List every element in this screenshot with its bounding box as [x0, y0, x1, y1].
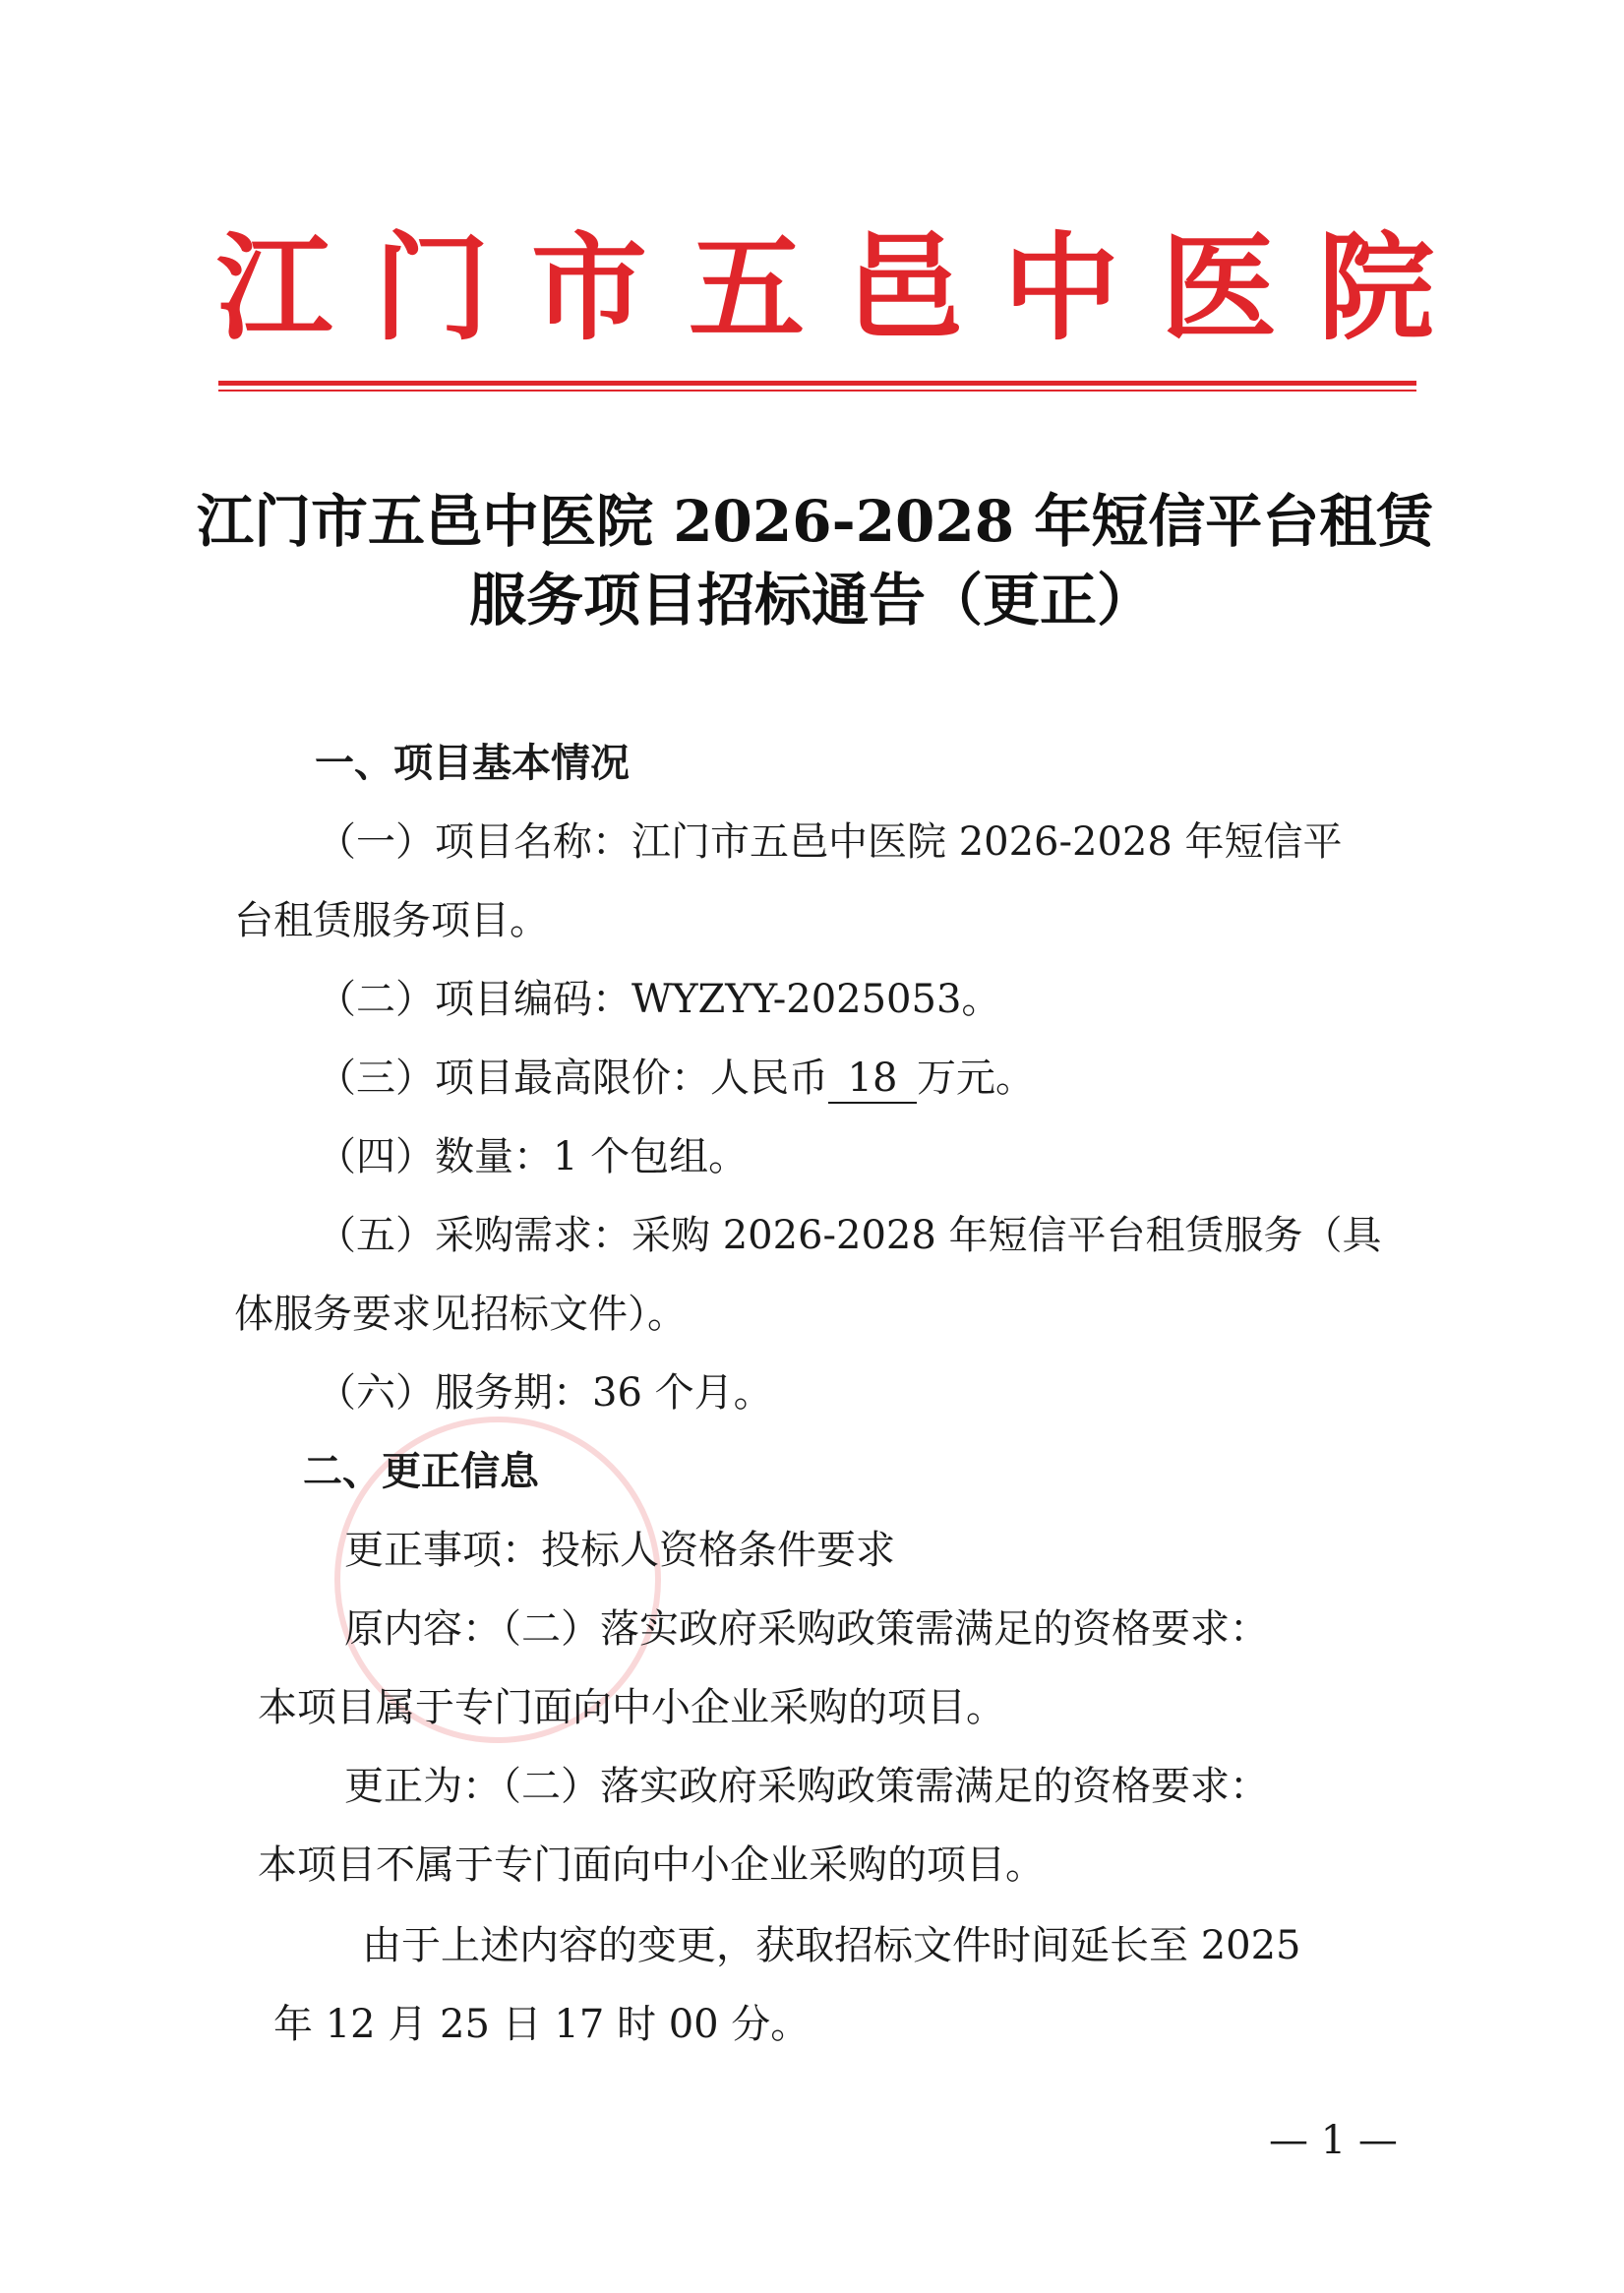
- original-content-line-2: 本项目属于专门面向中小企业采购的项目。: [258, 1685, 1005, 1730]
- item-5-line-2: 体服务要求见招标文件）。: [234, 1292, 687, 1337]
- item-1-line-2: 台租赁服务项目。: [234, 898, 549, 943]
- corrected-content-line-2: 本项目不属于专门面向中小企业采购的项目。: [258, 1842, 1045, 1888]
- item-3: [317, 1051, 1035, 1106]
- page-number: — 1 —: [1269, 2118, 1398, 2163]
- correction-matter: 更正事项：投标人资格条件要求: [344, 1528, 895, 1573]
- item-1-line-1: （一）项目名称：江门市五邑中医院 2026-2028 年短信平: [317, 819, 1343, 865]
- letterhead-rule-thin: [218, 390, 1416, 392]
- letterhead-org-name: 江门市五邑中医院: [216, 219, 1476, 356]
- original-content-line-1: 原内容：（二）落实政府采购政策需满足的资格要求：: [344, 1606, 1269, 1652]
- letterhead-rule: [218, 381, 1416, 386]
- item-3-prefix: （三）项目最高限价：人民币: [317, 1056, 828, 1101]
- title-line-1: 江门市五邑中医院 2026-2028 年短信平台租赁: [197, 488, 1434, 555]
- item-3-amount: 18: [828, 1055, 917, 1104]
- extension-note-line-1: 由于上述内容的变更，获取招标文件时间延长至 2025: [362, 1923, 1301, 1968]
- section-2-heading: 二、更正信息: [303, 1449, 539, 1494]
- extension-note-line-2: 年 12 月 25 日 17 时 00 分。: [273, 2002, 811, 2047]
- document-title: [197, 482, 1434, 639]
- section-1-heading: 一、项目基本情况: [315, 741, 630, 786]
- item-5-line-1: （五）采购需求：采购 2026-2028 年短信平台租赁服务（具: [317, 1213, 1382, 1258]
- item-2: （二）项目编码：WYZYY-2025053。: [317, 977, 1001, 1022]
- title-line-2: 服务项目招标通告（更正）: [468, 567, 1154, 634]
- item-3-suffix: 万元。: [917, 1056, 1035, 1101]
- corrected-content-line-1: 更正为：（二）落实政府采购政策需满足的资格要求：: [344, 1764, 1269, 1809]
- item-6: （六）服务期：36 个月。: [317, 1370, 773, 1416]
- item-4: （四）数量：1 个包组。: [317, 1134, 749, 1179]
